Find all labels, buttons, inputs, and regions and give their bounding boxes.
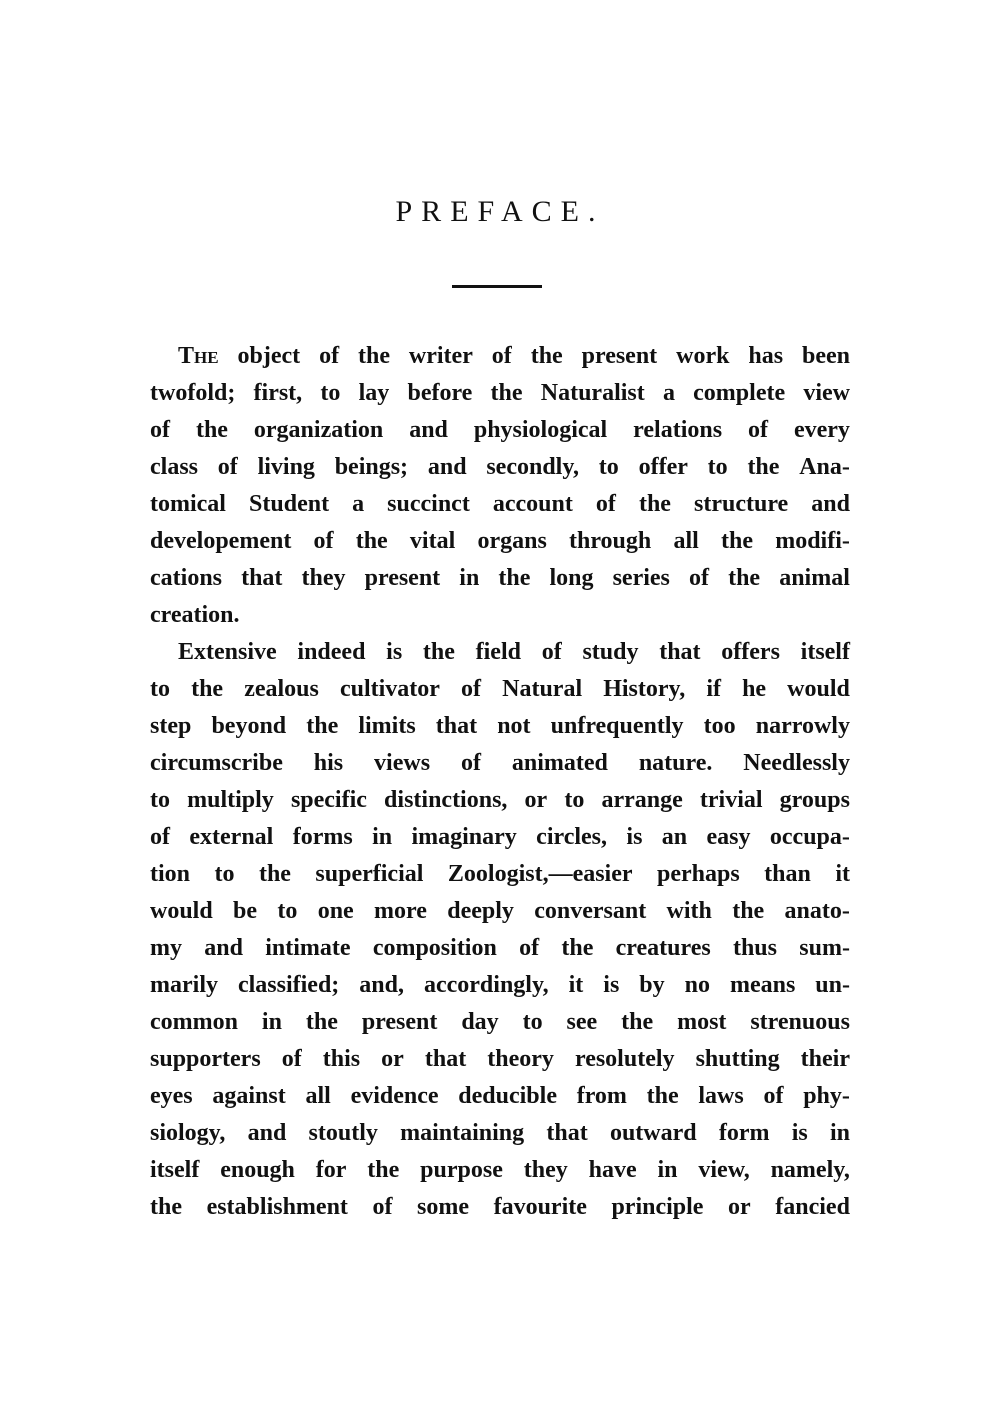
- word: of: [460, 750, 481, 776]
- word: classified;: [237, 972, 340, 998]
- word: itself: [150, 1157, 200, 1183]
- word: of: [313, 528, 334, 554]
- word: no: [684, 972, 710, 998]
- word: the: [150, 1194, 182, 1220]
- word: to: [214, 861, 235, 887]
- word: is: [626, 824, 643, 850]
- text-line: [150, 375, 850, 412]
- word: would: [787, 676, 850, 702]
- word: physiological: [473, 417, 608, 443]
- word: Needlessly: [743, 750, 850, 776]
- word: lay: [358, 380, 390, 406]
- word: of: [372, 1194, 393, 1220]
- word: animated: [511, 750, 608, 776]
- word: to: [277, 898, 298, 924]
- text-line: [150, 1004, 850, 1041]
- word: fancied: [775, 1194, 850, 1220]
- word: groups: [779, 787, 850, 813]
- word: the: [747, 454, 780, 480]
- word: a: [352, 491, 365, 517]
- word: nature.: [638, 750, 713, 776]
- word: to: [320, 380, 341, 406]
- text-line: [150, 1115, 850, 1152]
- word: work: [676, 343, 730, 369]
- text-line: [150, 819, 850, 856]
- word: limits: [358, 713, 416, 739]
- word: easy: [706, 824, 751, 850]
- word: modifi-: [775, 528, 850, 554]
- word: Ana-: [799, 454, 850, 480]
- word: creation.: [150, 602, 240, 628]
- word: it: [568, 972, 584, 998]
- word: the: [721, 528, 754, 554]
- word: zealous: [244, 676, 319, 702]
- text-line: [150, 930, 850, 967]
- text-line: [150, 893, 850, 930]
- word: the: [646, 1083, 679, 1109]
- word: class: [150, 454, 198, 480]
- word: developement: [150, 528, 292, 554]
- word: the: [367, 1157, 400, 1183]
- word: sum-: [799, 935, 850, 961]
- word: organs: [477, 528, 547, 554]
- word: the: [732, 898, 765, 924]
- text-line: [150, 856, 850, 893]
- text-line: [150, 1152, 850, 1189]
- word: from: [576, 1083, 627, 1109]
- word: view,: [698, 1157, 750, 1183]
- word: it: [835, 861, 850, 887]
- word: thus: [732, 935, 777, 961]
- word: maintaining: [400, 1120, 525, 1146]
- word: Extensive: [178, 639, 277, 665]
- word: arrange: [601, 787, 683, 813]
- word: field: [475, 639, 521, 665]
- word: with: [666, 898, 712, 924]
- word: of: [541, 639, 562, 665]
- word: perhaps: [657, 861, 740, 887]
- word: twofold;: [150, 380, 236, 406]
- word: to: [150, 676, 170, 702]
- word: than: [764, 861, 811, 887]
- word: composition: [372, 935, 497, 961]
- word: beings;: [334, 454, 409, 480]
- word: not: [497, 713, 531, 739]
- word: be: [233, 898, 258, 924]
- word: offer: [638, 454, 688, 480]
- word: cations: [150, 565, 222, 591]
- word: or: [728, 1194, 751, 1220]
- word: outward: [609, 1120, 697, 1146]
- word: vital: [409, 528, 456, 554]
- text-line: [150, 338, 850, 375]
- word: means: [729, 972, 796, 998]
- text-line: [150, 708, 850, 745]
- word: of: [595, 491, 616, 517]
- word: favourite: [493, 1194, 587, 1220]
- word: multiply: [187, 787, 274, 813]
- word: some: [417, 1194, 470, 1220]
- word: day: [461, 1009, 499, 1035]
- word: unfrequently: [550, 713, 684, 739]
- word: beyond: [211, 713, 287, 739]
- word: relations: [633, 417, 723, 443]
- word: in: [459, 565, 480, 591]
- word: of: [217, 454, 238, 480]
- word: and: [427, 454, 467, 480]
- word: organization: [253, 417, 384, 443]
- word: Student: [249, 491, 330, 517]
- word: of: [689, 565, 709, 591]
- word: tion: [150, 861, 191, 887]
- word: structure: [694, 491, 789, 517]
- word: by: [639, 972, 665, 998]
- word: the: [498, 565, 531, 591]
- word: the: [357, 343, 390, 369]
- word: that: [424, 1046, 467, 1072]
- text-line: [150, 782, 850, 819]
- text-line: [150, 597, 850, 634]
- word: is: [386, 639, 403, 665]
- word: un-: [815, 972, 850, 998]
- word: the: [490, 380, 523, 406]
- word: before: [407, 380, 473, 406]
- word: present: [364, 565, 441, 591]
- word: see: [566, 1009, 598, 1035]
- word: and: [247, 1120, 287, 1146]
- word: circles,: [536, 824, 608, 850]
- word: the: [195, 417, 228, 443]
- text-line: [150, 634, 850, 671]
- word: of: [150, 417, 170, 443]
- word: supporters: [150, 1046, 261, 1072]
- word: secondly,: [486, 454, 580, 480]
- word: every: [793, 417, 850, 443]
- word: itself: [800, 639, 850, 665]
- word: circumscribe: [150, 750, 283, 776]
- word: in: [829, 1120, 850, 1146]
- word: deeply: [447, 898, 514, 924]
- word: his: [313, 750, 344, 776]
- word: a: [662, 380, 675, 406]
- word: first,: [253, 380, 303, 406]
- word: creatures: [615, 935, 711, 961]
- text-line: [150, 560, 850, 597]
- word: to: [598, 454, 619, 480]
- word: most: [677, 1009, 727, 1035]
- paragraph-1: [150, 338, 850, 634]
- word: the: [422, 639, 455, 665]
- word: occupa-: [769, 824, 850, 850]
- word: account: [492, 491, 573, 517]
- word: all: [305, 1083, 331, 1109]
- word: deducible: [458, 1083, 557, 1109]
- word: anato-: [784, 898, 850, 924]
- word: if: [706, 676, 721, 702]
- word: namely,: [770, 1157, 850, 1183]
- word: long: [549, 565, 594, 591]
- word: of: [491, 343, 512, 369]
- word: establishment: [206, 1194, 348, 1220]
- word: is: [603, 972, 620, 998]
- word: external: [189, 824, 274, 850]
- text-line: [150, 745, 850, 782]
- text-line: [150, 449, 850, 486]
- word: that: [546, 1120, 588, 1146]
- word: that: [241, 565, 283, 591]
- word: phy-: [803, 1083, 850, 1109]
- text-line: [150, 967, 850, 1004]
- text-line: [150, 523, 850, 560]
- word: offers: [721, 639, 780, 665]
- word: trivial: [699, 787, 763, 813]
- word: the: [305, 1009, 338, 1035]
- word: step: [150, 713, 192, 739]
- word: their: [800, 1046, 850, 1072]
- title-rule: [452, 285, 542, 288]
- word: laws: [698, 1083, 744, 1109]
- word: succinct: [387, 491, 470, 517]
- word: in: [261, 1009, 282, 1035]
- word: of: [281, 1046, 302, 1072]
- word: living: [257, 454, 315, 480]
- text-line: [150, 671, 850, 708]
- word: indeed: [297, 639, 366, 665]
- word: evidence: [350, 1083, 439, 1109]
- word: to: [522, 1009, 543, 1035]
- word: through: [569, 528, 652, 554]
- word: of: [748, 417, 768, 443]
- word: have: [588, 1157, 637, 1183]
- word: to: [150, 787, 170, 813]
- word: has: [748, 343, 784, 369]
- text-line: [150, 1041, 850, 1078]
- word: specific: [290, 787, 367, 813]
- word: the: [530, 343, 563, 369]
- word: would: [150, 898, 213, 924]
- word: series: [612, 565, 670, 591]
- word: theory: [487, 1046, 554, 1072]
- word: views: [374, 750, 431, 776]
- word: conversant: [534, 898, 647, 924]
- word: writer: [408, 343, 473, 369]
- text-line: [150, 1189, 850, 1226]
- word: of: [763, 1083, 784, 1109]
- word: of: [150, 824, 170, 850]
- word: common: [150, 1009, 238, 1035]
- word: against: [212, 1083, 286, 1109]
- word: too: [703, 713, 736, 739]
- word: view: [803, 380, 850, 406]
- word: History,: [603, 676, 686, 702]
- word: more: [374, 898, 427, 924]
- word: accordingly,: [423, 972, 549, 998]
- word: narrowly: [755, 713, 850, 739]
- word: that: [659, 639, 701, 665]
- word: of: [519, 935, 540, 961]
- word: one: [317, 898, 354, 924]
- word: they: [523, 1157, 568, 1183]
- word: forms: [292, 824, 353, 850]
- word: the: [258, 861, 291, 887]
- word: Natural: [502, 676, 583, 702]
- word: in: [372, 824, 393, 850]
- word: intimate: [265, 935, 351, 961]
- word: to: [564, 787, 585, 813]
- word: imaginary: [411, 824, 517, 850]
- word: this: [322, 1046, 361, 1072]
- word: or: [524, 787, 548, 813]
- word: purpose: [420, 1157, 503, 1183]
- word: tomical: [150, 491, 226, 517]
- word: to: [707, 454, 728, 480]
- word: my: [150, 935, 182, 961]
- word: shutting: [695, 1046, 780, 1072]
- word: distinctions,: [384, 787, 508, 813]
- word: or: [381, 1046, 404, 1072]
- word: Naturalist: [540, 380, 645, 406]
- word: cultivator: [339, 676, 440, 702]
- word: that: [435, 713, 478, 739]
- page-title: PREFACE.: [395, 195, 605, 228]
- word: eyes: [150, 1083, 193, 1109]
- word: and: [811, 491, 850, 517]
- word: study: [582, 639, 639, 665]
- paragraph-2: [150, 634, 850, 1226]
- word: and,: [359, 972, 404, 998]
- word: of: [319, 343, 340, 369]
- word: resolutely: [574, 1046, 675, 1072]
- word: siology,: [150, 1120, 226, 1146]
- word: they: [301, 565, 346, 591]
- word: and: [409, 417, 448, 443]
- word: complete: [693, 380, 786, 406]
- text-line: [150, 486, 850, 523]
- word: of: [461, 676, 482, 702]
- word: is: [791, 1120, 808, 1146]
- word: the: [355, 528, 388, 554]
- word: superficial: [315, 861, 424, 887]
- preface-text: [150, 338, 850, 1226]
- word: principle: [611, 1194, 704, 1220]
- word: The: [178, 343, 219, 369]
- word: the: [191, 676, 224, 702]
- word: an: [661, 824, 688, 850]
- word: the: [561, 935, 594, 961]
- word: for: [315, 1157, 347, 1183]
- word: the: [638, 491, 671, 517]
- word: the: [621, 1009, 654, 1035]
- word: and: [204, 935, 243, 961]
- word: all: [673, 528, 699, 554]
- word: stoutly: [308, 1120, 378, 1146]
- word: he: [742, 676, 767, 702]
- word: the: [306, 713, 339, 739]
- word: form: [718, 1120, 770, 1146]
- word: been: [801, 343, 850, 369]
- word: enough: [220, 1157, 295, 1183]
- text-line: [150, 412, 850, 449]
- word: Zoologist,—easier: [447, 861, 633, 887]
- word: marily: [150, 972, 218, 998]
- word: strenuous: [750, 1009, 850, 1035]
- word: in: [657, 1157, 678, 1183]
- word: the: [728, 565, 761, 591]
- word: present: [361, 1009, 438, 1035]
- word: object: [237, 343, 301, 369]
- text-line: [150, 1078, 850, 1115]
- word: animal: [779, 565, 850, 591]
- word: present: [581, 343, 658, 369]
